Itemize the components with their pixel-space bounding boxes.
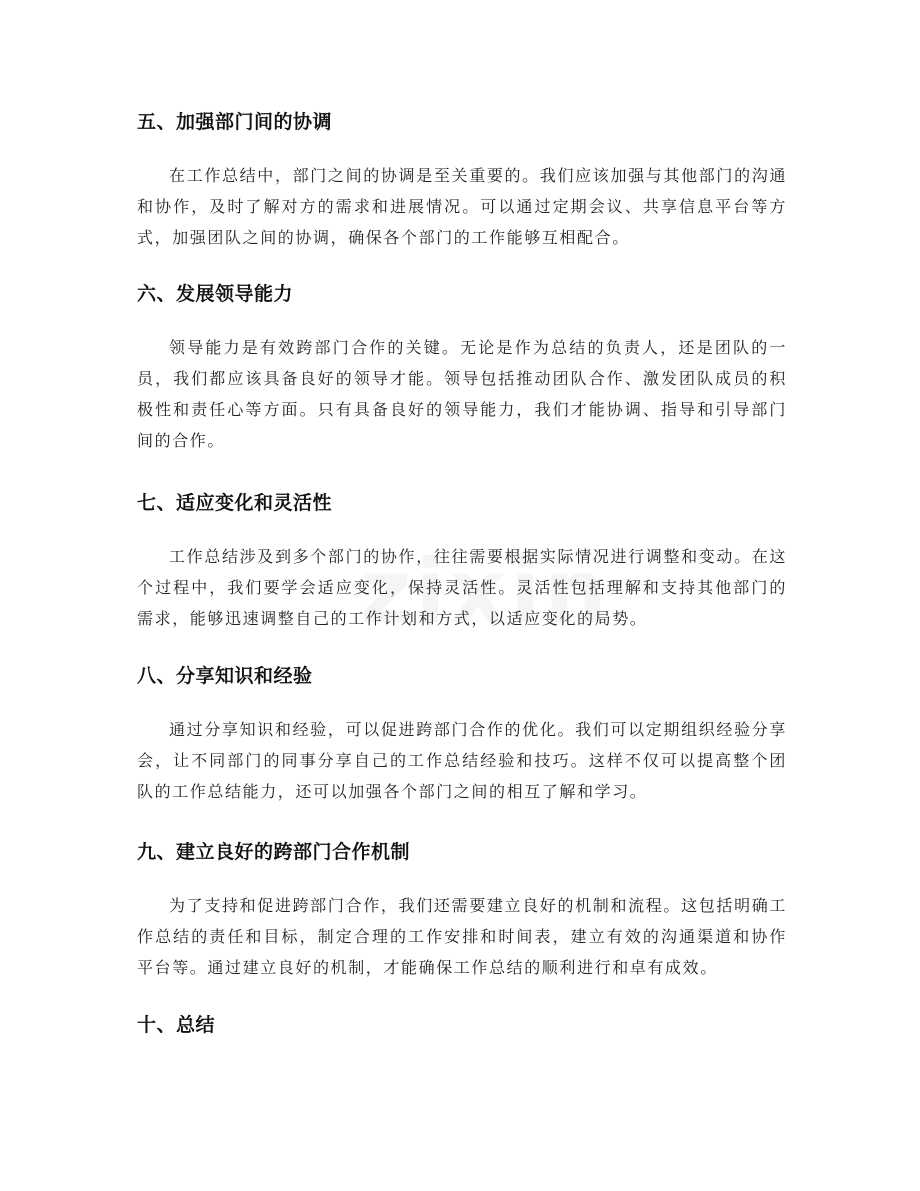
section-9 [137,838,787,983]
section-paragraph: 为了支持和促进跨部门合作，我们还需要建立良好的机制和流程。这包括明确工作总结的责任和目标，制定合理的工作安排和时间表，建立有效的沟通渠道和协作平台等。通过建立良好的机制，才能确保工作总结的顺利进行和卓有成效。 [137,896,787,977]
section-heading: 九、建立良好的跨部门合作机制 [137,841,411,863]
section-7 [137,489,787,634]
section-paragraph: 在工作总结中，部门之间的协调是至关重要的。我们应该加强与其他部门的沟通和协作，及时了解对方的需求和进展情况。可以通过定期会议、共享信息平台等方式，加强团队之间的协调，确保各个部门的工作能够互相配合。 [137,166,787,247]
section-paragraph: 工作总结涉及到多个部门的协作，往往需要根据实际情况进行调整和变动。在这个过程中，我们要学会适应变化，保持灵活性。灵活性包括理解和支持其他部门的需求，能够迅速调整自己的工作计划和方式，以适应变化的局势。 [137,547,787,628]
section-heading: 十、总结 [137,1014,216,1036]
section-heading: 六、发展领导能力 [137,283,294,305]
section-8 [137,662,787,807]
section-10 [137,1011,787,1039]
section-6 [137,280,787,456]
section-heading: 五、加强部门间的协调 [137,111,333,133]
section-paragraph: 领导能力是有效跨部门合作的关键。无论是作为总结的负责人，还是团队的一员，我们都应该具备良好的领导才能。领导包括推动团队合作、激发团队成员的积极性和责任心等方面。只有具备良好的领导能力，我们才能协调、指导和引导部门间的合作。 [137,338,787,450]
section-5 [137,108,787,253]
section-paragraph: 通过分享知识和经验，可以促进跨部门合作的优化。我们可以定期组织经验分享会，让不同部门的同事分享自己的工作总结经验和技巧。这样不仅可以提高整个团队的工作总结能力，还可以加强各个部门之间的相互了解和学习。 [137,720,787,801]
section-heading: 八、分享知识和经验 [137,665,313,687]
section-heading: 七、适应变化和灵活性 [137,492,333,514]
